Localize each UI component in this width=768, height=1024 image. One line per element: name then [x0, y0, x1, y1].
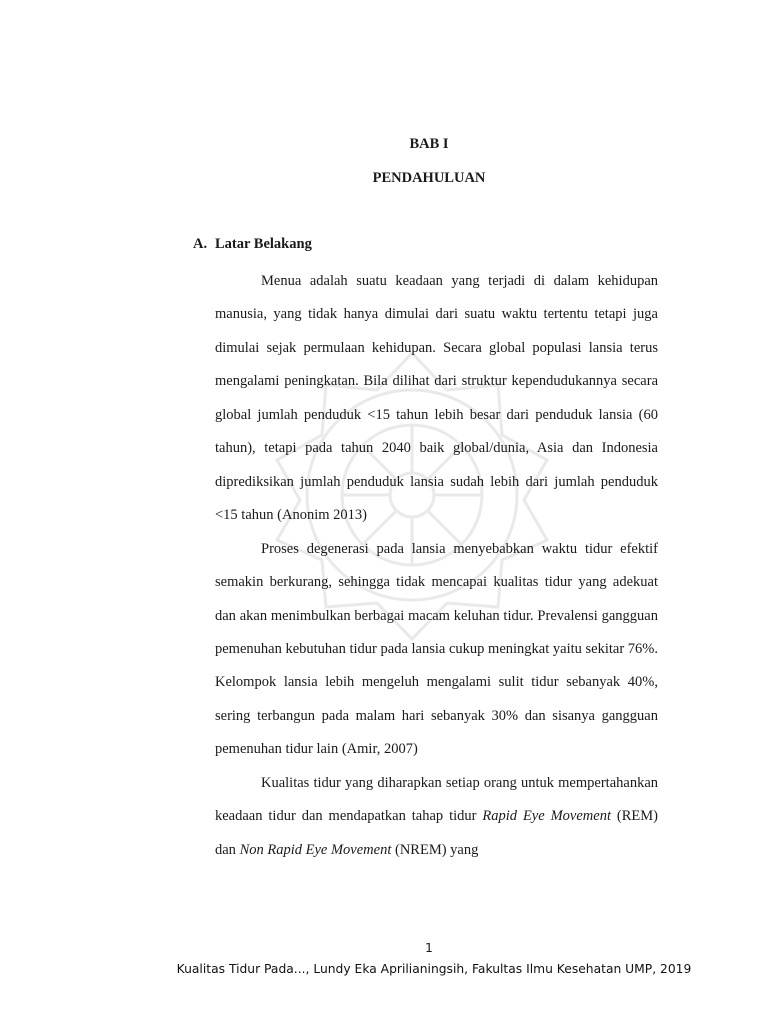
paragraph-3-text-2: (REM) dan — [215, 808, 658, 858]
chapter-title: PENDAHULUAN — [372, 170, 486, 186]
paragraph-1: Menua adalah suatu keadaan yang terjadi di dalam kehidupan manusia, yang tidak hanya dimulai dari suatu waktu tertentu tetapi juga dimulai sejak permulaan kehidupan. Secara global populasi lansia terus mengalami peningkatan. Bila dilihat dari struktur kependudukannya secara global jumlah penduduk <15 tahun lebih besar dari penduduk lansia (60 tahun), tetapi pada tahun 2040 baik global/dunia, Asia dan Indonesia diprediksikan jumlah penduduk lansia sudah lebih dari jumlah penduduk <15 tahun (Anonim 2013) — [215, 273, 658, 524]
section-number: A. — [193, 236, 208, 252]
italic-term-nrem: Non Rapid Eye Movement — [239, 841, 392, 858]
italic-term-rem: Rapid Eye Movement — [482, 808, 611, 825]
paragraph-3-text-1: Kualitas tidur yang diharapkan setiap orang untuk mempertahankan keadaan tidur dan mendapatkan tahap tidur — [215, 774, 658, 825]
page-number: 1 — [425, 940, 433, 955]
paragraph-3-text-3: (NREM) yang — [391, 841, 479, 858]
body-text — [215, 265, 658, 867]
chapter-label: BAB I — [409, 136, 449, 152]
section-heading — [193, 236, 312, 253]
page-footer: Kualitas Tidur Pada..., Lundy Eka Aprilianingsih, Fakultas Ilmu Kesehatan UMP, 2019 — [176, 962, 692, 976]
section-title: Latar Belakang — [215, 236, 312, 252]
paragraph-2: Proses degenerasi pada lansia menyebabkan waktu tidur efektif semakin berkurang, sehingga tidak mencapai kualitas tidur yang adekuat dan akan menimbulkan berbagai macam keluhan tidur. Prevalensi gangguan pemenuhan kebutuhan tidur pada lansia cukup meningkat yaitu sekitar 76%. Kelompok lansia lebih mengeluh mengalami sulit tidur sebanyak 40%, sering terbangun pada malam hari sebanyak 30% dan sisanya gangguan pemenuhan tidur lain (Amir, 2007) — [215, 540, 658, 758]
paragraph-3 — [215, 767, 658, 867]
